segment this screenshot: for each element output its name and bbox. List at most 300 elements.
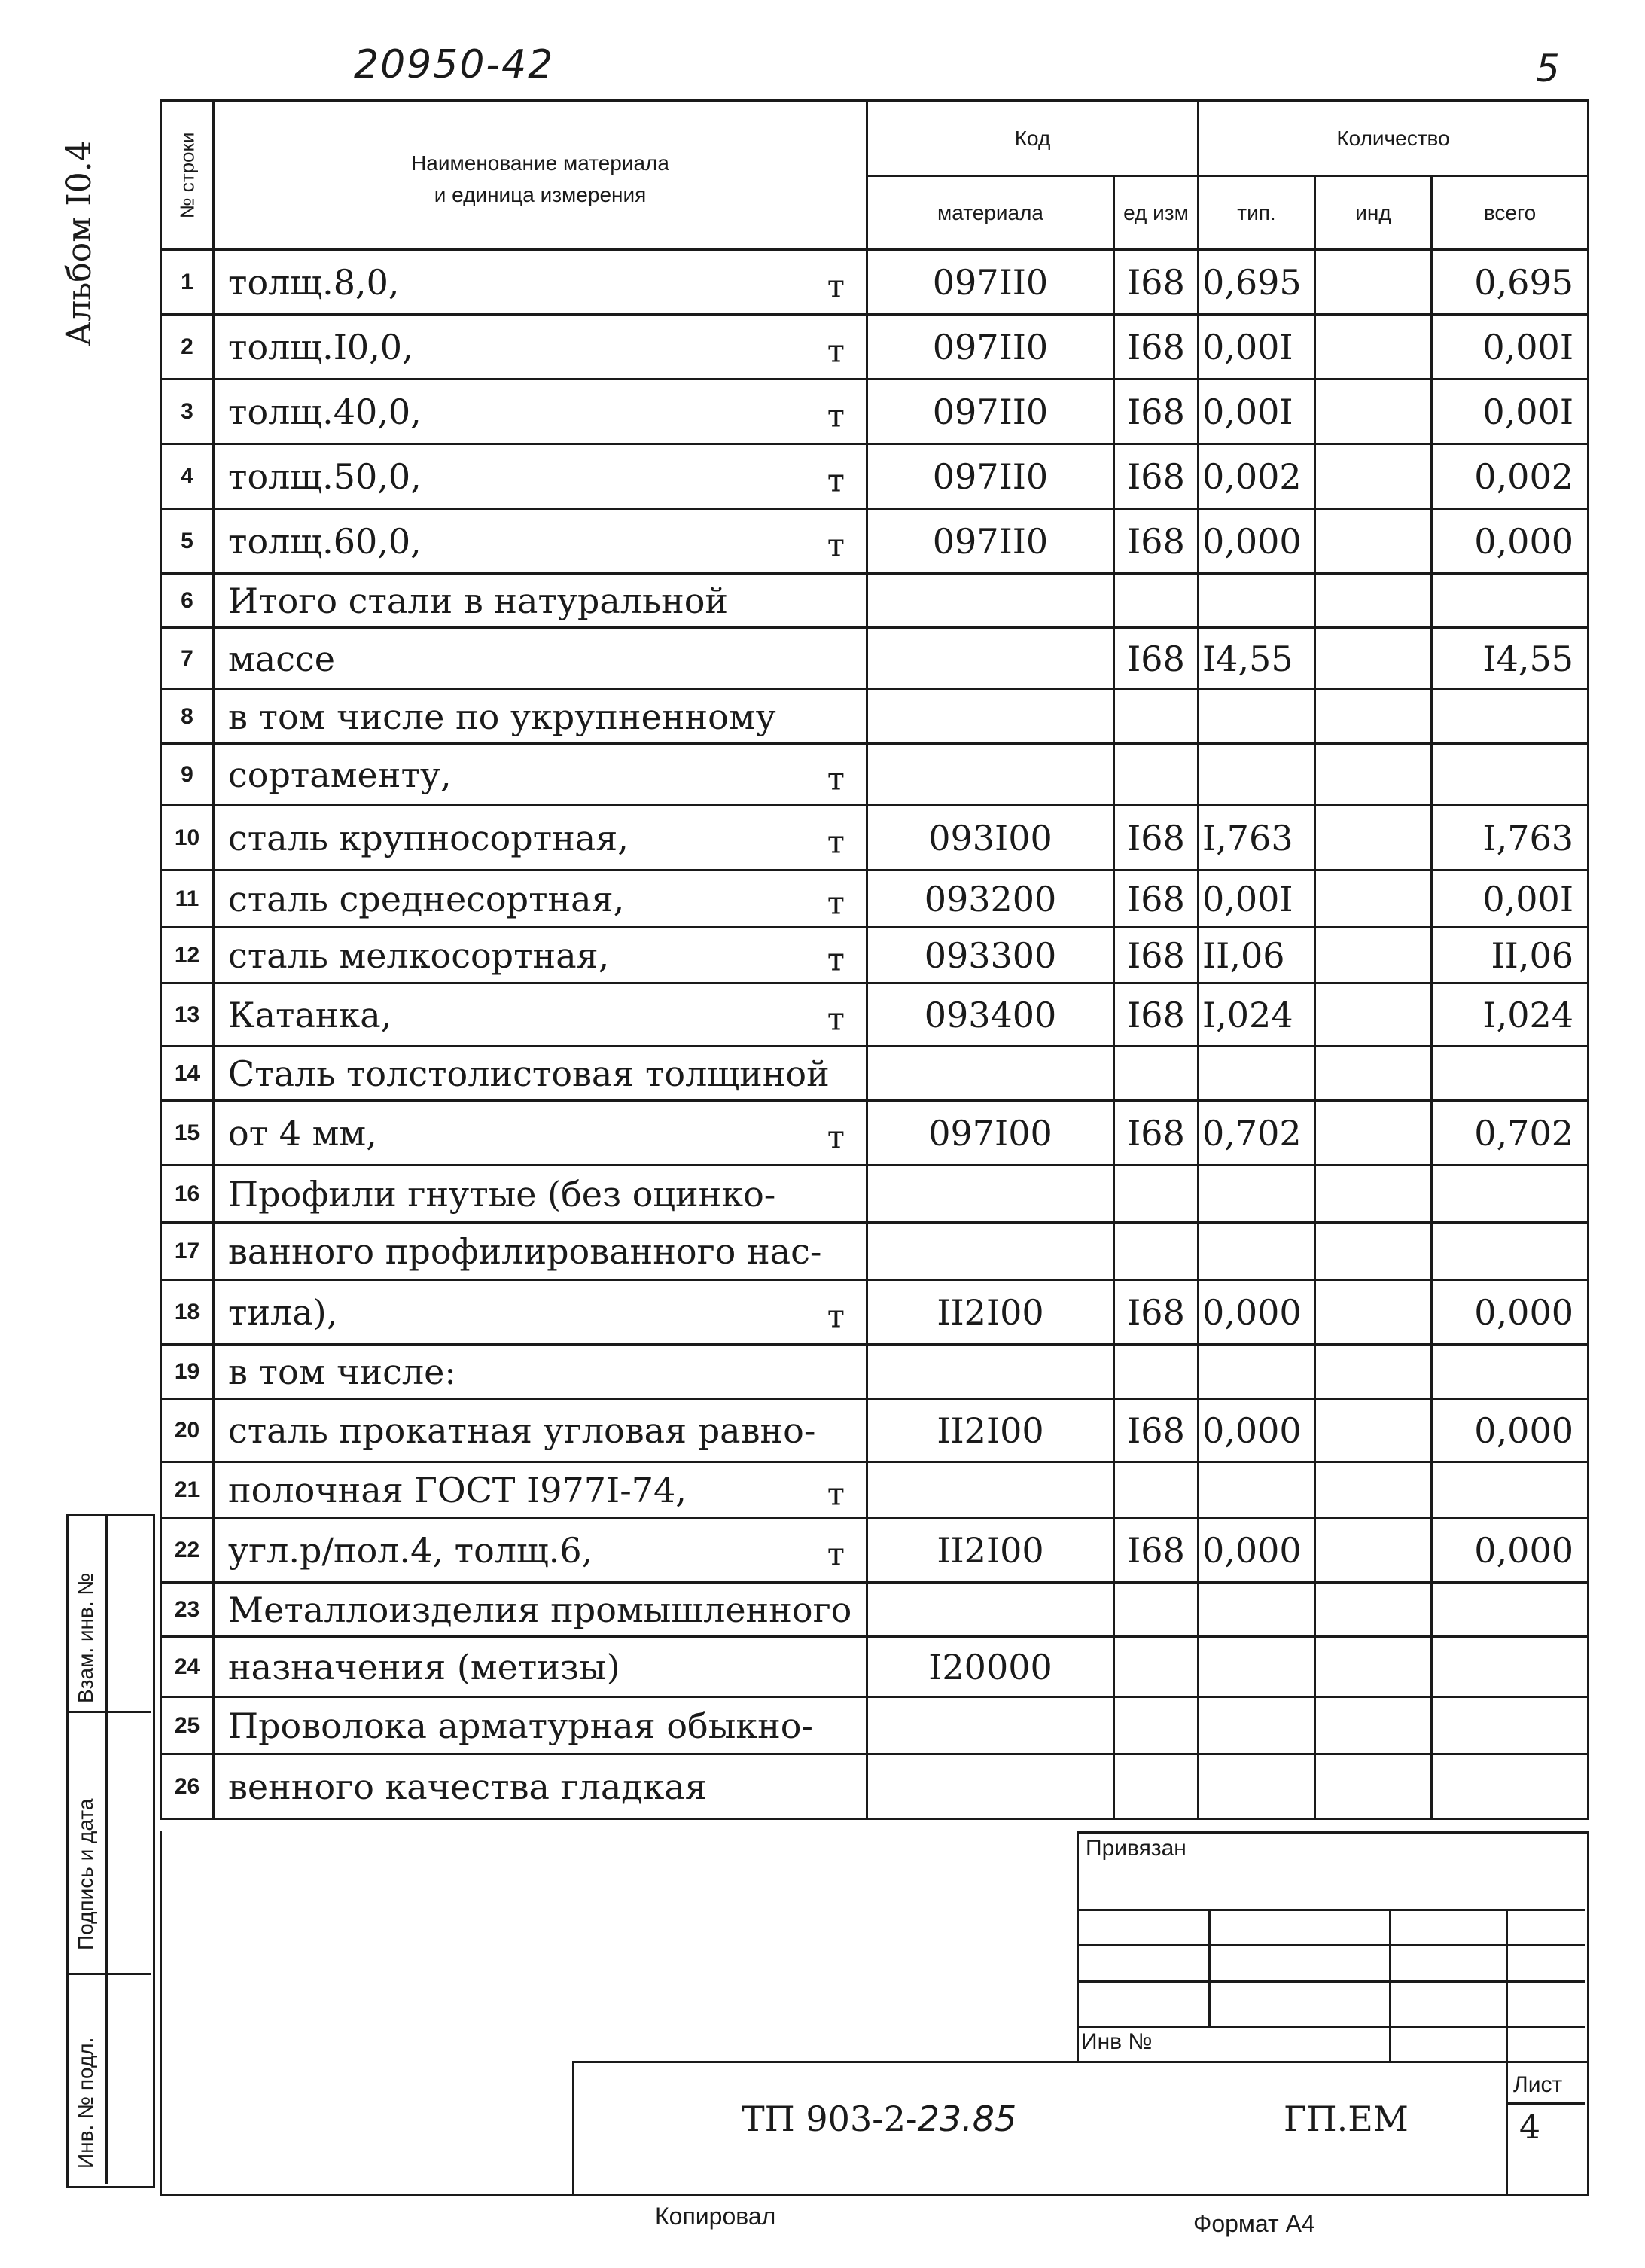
quantity-typ-cell [1199,928,1315,983]
side-stamp-divider [105,1514,108,2184]
unit-code-text: I68 [1127,456,1185,497]
document-code: ТП 903-2-23.85 [742,2099,1017,2139]
row-number-cell [161,1166,214,1223]
quantity-typ-text: 0,000 [1202,1291,1302,1333]
material-code-cell [867,315,1114,380]
quantity-typ-text: 0,00I [1202,391,1293,432]
material-name-text: сталь крупносортная, [228,817,629,858]
quantity-typ-cell [1199,744,1315,806]
quantity-total-cell [1432,1637,1589,1697]
row-number-text: 8 [181,703,193,729]
quantity-total-cell [1432,928,1589,983]
quantity-typ-cell [1199,1047,1315,1101]
material-code-text: I20000 [928,1646,1052,1687]
quantity-typ-text: 0,000 [1202,1410,1302,1451]
unit-mark: т [827,331,845,369]
row-number-cell [161,690,214,744]
quantity-total-cell [1432,983,1589,1047]
row-number-text: 22 [174,1537,200,1562]
quantity-ind-cell [1315,628,1432,690]
material-name-text: Сталь толстолистовая толщиной [228,1053,830,1094]
unit-code-text: I68 [1127,1112,1185,1154]
quantity-typ-cell [1199,1754,1315,1819]
material-name-text: венного качества гладкая [228,1766,707,1807]
material-code-text: 097II0 [932,456,1049,497]
quantity-typ-cell [1199,315,1315,380]
material-name-cell [214,744,867,806]
quantity-ind-cell [1315,1583,1432,1637]
material-code-cell [867,1697,1114,1754]
unit-code-cell [1114,628,1199,690]
quantity-typ-cell [1199,250,1315,315]
binding-divider [1208,1909,1211,2026]
original-inventory-label: Инв. № подл. [74,2037,97,2169]
unit-code-cell [1114,1101,1199,1166]
material-name-cell [214,250,867,315]
table-row [161,1101,1589,1166]
row-number-text: 11 [175,886,200,911]
unit-code-cell [1114,1223,1199,1280]
quantity-typ-text: I4,55 [1202,638,1293,679]
quantity-typ-text: 0,002 [1202,456,1302,497]
quantity-ind-cell [1315,1637,1432,1697]
unit-code-cell [1114,1280,1199,1345]
table-row [161,1697,1589,1754]
quantity-total-cell [1432,1583,1589,1637]
quantity-ind-cell [1315,380,1432,444]
quantity-typ-text: I,024 [1202,994,1293,1035]
title-block [572,2061,1587,2196]
quantity-total-cell [1432,1399,1589,1462]
quantity-total-cell [1432,1047,1589,1101]
row-number-text: 1 [181,269,193,294]
material-code-cell [867,250,1114,315]
quantity-total-text: I4,55 [1482,638,1573,679]
material-name-cell [214,928,867,983]
sheet-label: Лист [1513,2072,1563,2097]
material-code-cell [867,690,1114,744]
material-code-cell [867,744,1114,806]
row-number-text: 16 [174,1181,200,1206]
quantity-ind-cell [1315,1345,1432,1399]
material-name-cell [214,315,867,380]
row-number-cell [161,983,214,1047]
material-name-cell [214,983,867,1047]
header-row-number: № строки [161,101,214,250]
unit-mark: т [827,1117,845,1155]
unit-code-cell [1114,1637,1199,1697]
material-name-text: толщ.60,0, [228,520,422,562]
row-number-cell [161,1280,214,1345]
quantity-ind-cell [1315,744,1432,806]
quantity-total-cell [1432,1754,1589,1819]
material-name-text: Металлоизделия промышленного [228,1589,852,1630]
material-code-cell [867,1518,1114,1583]
row-number-cell [161,574,214,628]
quantity-total-cell [1432,806,1589,870]
table-row [161,444,1589,509]
unit-code-cell [1114,1583,1199,1637]
material-code-cell [867,1754,1114,1819]
material-code-cell [867,1583,1114,1637]
row-number-text: 19 [174,1358,200,1384]
quantity-typ-cell [1199,1166,1315,1223]
row-number-text: 20 [174,1417,200,1443]
row-number-cell [161,1697,214,1754]
quantity-ind-cell [1315,928,1432,983]
material-code-text: 097I00 [928,1112,1052,1154]
row-number-cell [161,1637,214,1697]
quantity-typ-cell [1199,628,1315,690]
table-row [161,628,1589,690]
material-name-cell [214,1047,867,1101]
quantity-total-cell [1432,315,1589,380]
material-code-text: 093400 [924,994,1057,1035]
row-number-text: 17 [174,1238,200,1264]
binding-block [1077,1831,1587,2063]
binding-line [1077,1944,1585,1946]
quantity-total-cell [1432,690,1589,744]
material-code-cell [867,983,1114,1047]
row-number-text: 24 [174,1654,200,1679]
quantity-total-cell [1432,250,1589,315]
header-unit: ед изм [1114,176,1199,250]
unit-code-text: I68 [1127,391,1185,432]
material-code-cell [867,1462,1114,1518]
unit-mark: т [827,1535,845,1572]
quantity-ind-cell [1315,1280,1432,1345]
row-number-text: 23 [174,1596,200,1622]
unit-code-text: I68 [1127,261,1185,303]
table-row [161,806,1589,870]
material-code-cell [867,806,1114,870]
unit-mark: т [827,1474,845,1512]
quantity-total-text: II,06 [1491,934,1573,976]
binding-divider [1506,1909,1508,2061]
inventory-number-label: Инв № [1081,2029,1153,2054]
material-name-text: сталь прокатная угловая равно- [228,1410,816,1451]
material-name-text: ванного профилированного нас- [228,1230,822,1272]
row-number-cell [161,1399,214,1462]
quantity-typ-cell [1199,1583,1315,1637]
row-number-text: 26 [174,1773,200,1799]
unit-mark: т [827,396,845,434]
row-number-cell [161,380,214,444]
quantity-ind-cell [1315,1399,1432,1462]
table-row [161,1280,1589,1345]
material-name-text: Профили гнутые (без оцинко- [228,1173,776,1215]
quantity-total-text: 0,00I [1482,391,1573,432]
row-number-text: 14 [174,1060,200,1086]
material-code-cell [867,1280,1114,1345]
unit-code-cell [1114,509,1199,574]
material-name-cell [214,1280,867,1345]
table-row [161,983,1589,1047]
quantity-typ-cell [1199,806,1315,870]
material-name-text: сталь мелкосортная, [228,934,610,976]
quantity-typ-cell [1199,870,1315,928]
unit-mark: т [827,883,845,921]
row-number-text: 25 [174,1712,200,1738]
replacement-inventory-label: Взам. инв. № [74,1572,97,1703]
unit-code-text: I68 [1127,1291,1185,1333]
row-number-cell [161,1462,214,1518]
material-name-cell [214,1101,867,1166]
material-code-cell [867,574,1114,628]
quantity-ind-cell [1315,806,1432,870]
quantity-total-text: 0,000 [1474,1529,1573,1571]
quantity-typ-cell [1199,1518,1315,1583]
binding-line [1077,1909,1585,1911]
material-name-cell [214,380,867,444]
document-code-handwritten: 20950-42 [354,42,555,87]
quantity-total-text: 0,002 [1474,456,1573,497]
table-row [161,315,1589,380]
material-code-text: II2I00 [937,1410,1044,1451]
material-code-text: 097II0 [932,326,1049,367]
table-row [161,1399,1589,1462]
unit-mark: т [827,526,845,563]
quantity-total-cell [1432,1166,1589,1223]
material-name-text: Итого стали в натуральной [228,580,729,621]
unit-code-text: I68 [1127,994,1185,1035]
unit-code-cell [1114,1345,1199,1399]
row-number-cell [161,1047,214,1101]
material-name-cell [214,1754,867,1819]
unit-code-cell [1114,1462,1199,1518]
row-number-cell [161,1518,214,1583]
binding-label: Привязан [1086,1836,1187,1861]
material-name-cell [214,870,867,928]
section-mark: ГП.ЕМ [1284,2099,1409,2139]
quantity-typ-cell [1199,509,1315,574]
row-number-cell [161,806,214,870]
material-code-text: II2I00 [937,1529,1044,1571]
material-name-cell [214,1637,867,1697]
material-name-cell [214,1399,867,1462]
table-row [161,1754,1589,1819]
format-label: Формат А4 [1193,2210,1315,2237]
quantity-typ-text: 0,000 [1202,1529,1302,1571]
row-number-text: 10 [174,825,200,850]
row-number-text: 21 [174,1477,200,1502]
materials-table [160,99,1589,1820]
quantity-ind-cell [1315,250,1432,315]
quantity-ind-cell [1315,1518,1432,1583]
unit-code-cell [1114,1754,1199,1819]
row-number-text: 3 [181,398,193,424]
table-row [161,744,1589,806]
quantity-total-text: I,024 [1482,994,1573,1035]
material-code-cell [867,509,1114,574]
quantity-ind-cell [1315,1223,1432,1280]
material-name-cell [214,1462,867,1518]
material-name-text: сталь среднесортная, [228,878,625,919]
unit-code-cell [1114,870,1199,928]
header-code-group: Код [867,101,1199,176]
quantity-typ-cell [1199,1697,1315,1754]
row-number-text: 5 [181,528,193,553]
table-row [161,1345,1589,1399]
unit-mark: т [827,822,845,860]
quantity-total-cell [1432,1280,1589,1345]
sheet-divider [1506,2061,1508,2194]
table-row [161,1047,1589,1101]
quantity-ind-cell [1315,574,1432,628]
material-name-cell [214,444,867,509]
material-code-cell [867,628,1114,690]
material-code-cell [867,444,1114,509]
quantity-ind-cell [1315,1462,1432,1518]
material-name-cell [214,628,867,690]
table-row [161,1518,1589,1583]
row-number-cell [161,1583,214,1637]
quantity-ind-cell [1315,1166,1432,1223]
quantity-ind-cell [1315,1697,1432,1754]
row-number-cell [161,1101,214,1166]
quantity-total-cell [1432,380,1589,444]
material-code-cell [867,1223,1114,1280]
material-code-cell [867,1399,1114,1462]
row-number-cell [161,1754,214,1819]
quantity-typ-text: 0,00I [1202,326,1293,367]
row-number-text: 15 [174,1120,200,1145]
material-code-text: 093I00 [928,817,1052,858]
material-name-text: угл.р/пол.4, толщ.6, [228,1529,593,1571]
document-code-number: 23.85 [917,2099,1017,2139]
material-name-cell [214,1697,867,1754]
unit-code-text: I68 [1127,326,1185,367]
quantity-typ-cell [1199,690,1315,744]
quantity-total-text: 0,00I [1482,878,1573,919]
material-name-text: толщ.8,0, [228,261,400,303]
row-number-text: 2 [181,334,193,359]
table-row [161,509,1589,574]
quantity-typ-cell [1199,574,1315,628]
quantity-total-cell [1432,509,1589,574]
quantity-typ-text: 0,00I [1202,878,1293,919]
quantity-total-cell [1432,1223,1589,1280]
row-number-cell [161,1223,214,1280]
sheet-number: 4 [1519,2108,1540,2147]
material-code-text: 093300 [924,934,1057,976]
material-code-text: 097II0 [932,391,1049,432]
table-row [161,870,1589,928]
binding-line [1077,1980,1585,1983]
quantity-typ-cell [1199,1462,1315,1518]
quantity-total-cell [1432,574,1589,628]
header-ind: инд [1315,176,1432,250]
row-number-text: 12 [174,942,200,968]
quantity-total-text: 0,702 [1474,1112,1573,1154]
unit-mark: т [827,759,845,797]
unit-code-cell [1114,1697,1199,1754]
material-code-cell [867,1166,1114,1223]
unit-code-cell [1114,806,1199,870]
unit-code-cell [1114,690,1199,744]
table-row [161,380,1589,444]
unit-code-cell [1114,444,1199,509]
material-code-cell [867,870,1114,928]
material-name-text: назначения (метизы) [228,1646,620,1687]
unit-code-text: I68 [1127,1410,1185,1451]
quantity-typ-cell [1199,1280,1315,1345]
unit-code-cell [1114,250,1199,315]
quantity-total-text: I,763 [1482,817,1573,858]
material-name-text: толщ.40,0, [228,391,422,432]
binding-divider [1389,1909,1391,2061]
material-name-cell [214,1583,867,1637]
copied-by-label: Копировал [655,2202,776,2230]
material-name-text: от 4 мм, [228,1112,377,1154]
row-number-cell [161,315,214,380]
quantity-ind-cell [1315,690,1432,744]
table-row [161,574,1589,628]
row-number-cell [161,509,214,574]
material-code-cell [867,1047,1114,1101]
material-code-cell [867,1637,1114,1697]
unit-mark: т [827,461,845,498]
quantity-total-cell [1432,1518,1589,1583]
unit-code-text: I68 [1127,520,1185,562]
quantity-typ-cell [1199,1345,1315,1399]
page-number: 5 [1536,47,1560,90]
quantity-typ-cell [1199,1399,1315,1462]
quantity-ind-cell [1315,315,1432,380]
table-row [161,250,1589,315]
material-name-text: полочная ГОСТ I977I-74, [228,1469,687,1510]
quantity-total-cell [1432,1697,1589,1754]
quantity-total-text: 0,000 [1474,520,1573,562]
quantity-total-cell [1432,1345,1589,1399]
material-name-cell [214,1223,867,1280]
quantity-ind-cell [1315,1047,1432,1101]
row-number-cell [161,1345,214,1399]
row-number-cell [161,870,214,928]
table-row [161,928,1589,983]
unit-code-cell [1114,574,1199,628]
material-code-cell [867,380,1114,444]
table-row [161,1223,1589,1280]
material-name-text: сортаменту, [228,754,452,795]
unit-code-cell [1114,1518,1199,1583]
unit-code-cell [1114,380,1199,444]
quantity-total-cell [1432,1462,1589,1518]
sheet-divider [1506,2102,1585,2105]
material-name-cell [214,806,867,870]
unit-code-cell [1114,744,1199,806]
table-row [161,690,1589,744]
material-code-text: 097II0 [932,520,1049,562]
material-code-text: II2I00 [937,1291,1044,1333]
signature-date-label: Подпись и дата [74,1798,97,1950]
unit-code-text: I68 [1127,1529,1185,1571]
material-name-text: массе [228,638,335,679]
quantity-total-cell [1432,870,1589,928]
row-number-cell [161,744,214,806]
unit-code-text: I68 [1127,934,1185,976]
quantity-typ-cell [1199,1101,1315,1166]
unit-code-cell [1114,928,1199,983]
header-typ: тип. [1199,176,1315,250]
unit-mark: т [827,267,845,304]
quantity-typ-cell [1199,380,1315,444]
quantity-total-text: 0,000 [1474,1410,1573,1451]
material-name-text: толщ.I0,0, [228,326,413,367]
quantity-typ-cell [1199,1223,1315,1280]
quantity-total-cell [1432,444,1589,509]
table-row [161,1462,1589,1518]
